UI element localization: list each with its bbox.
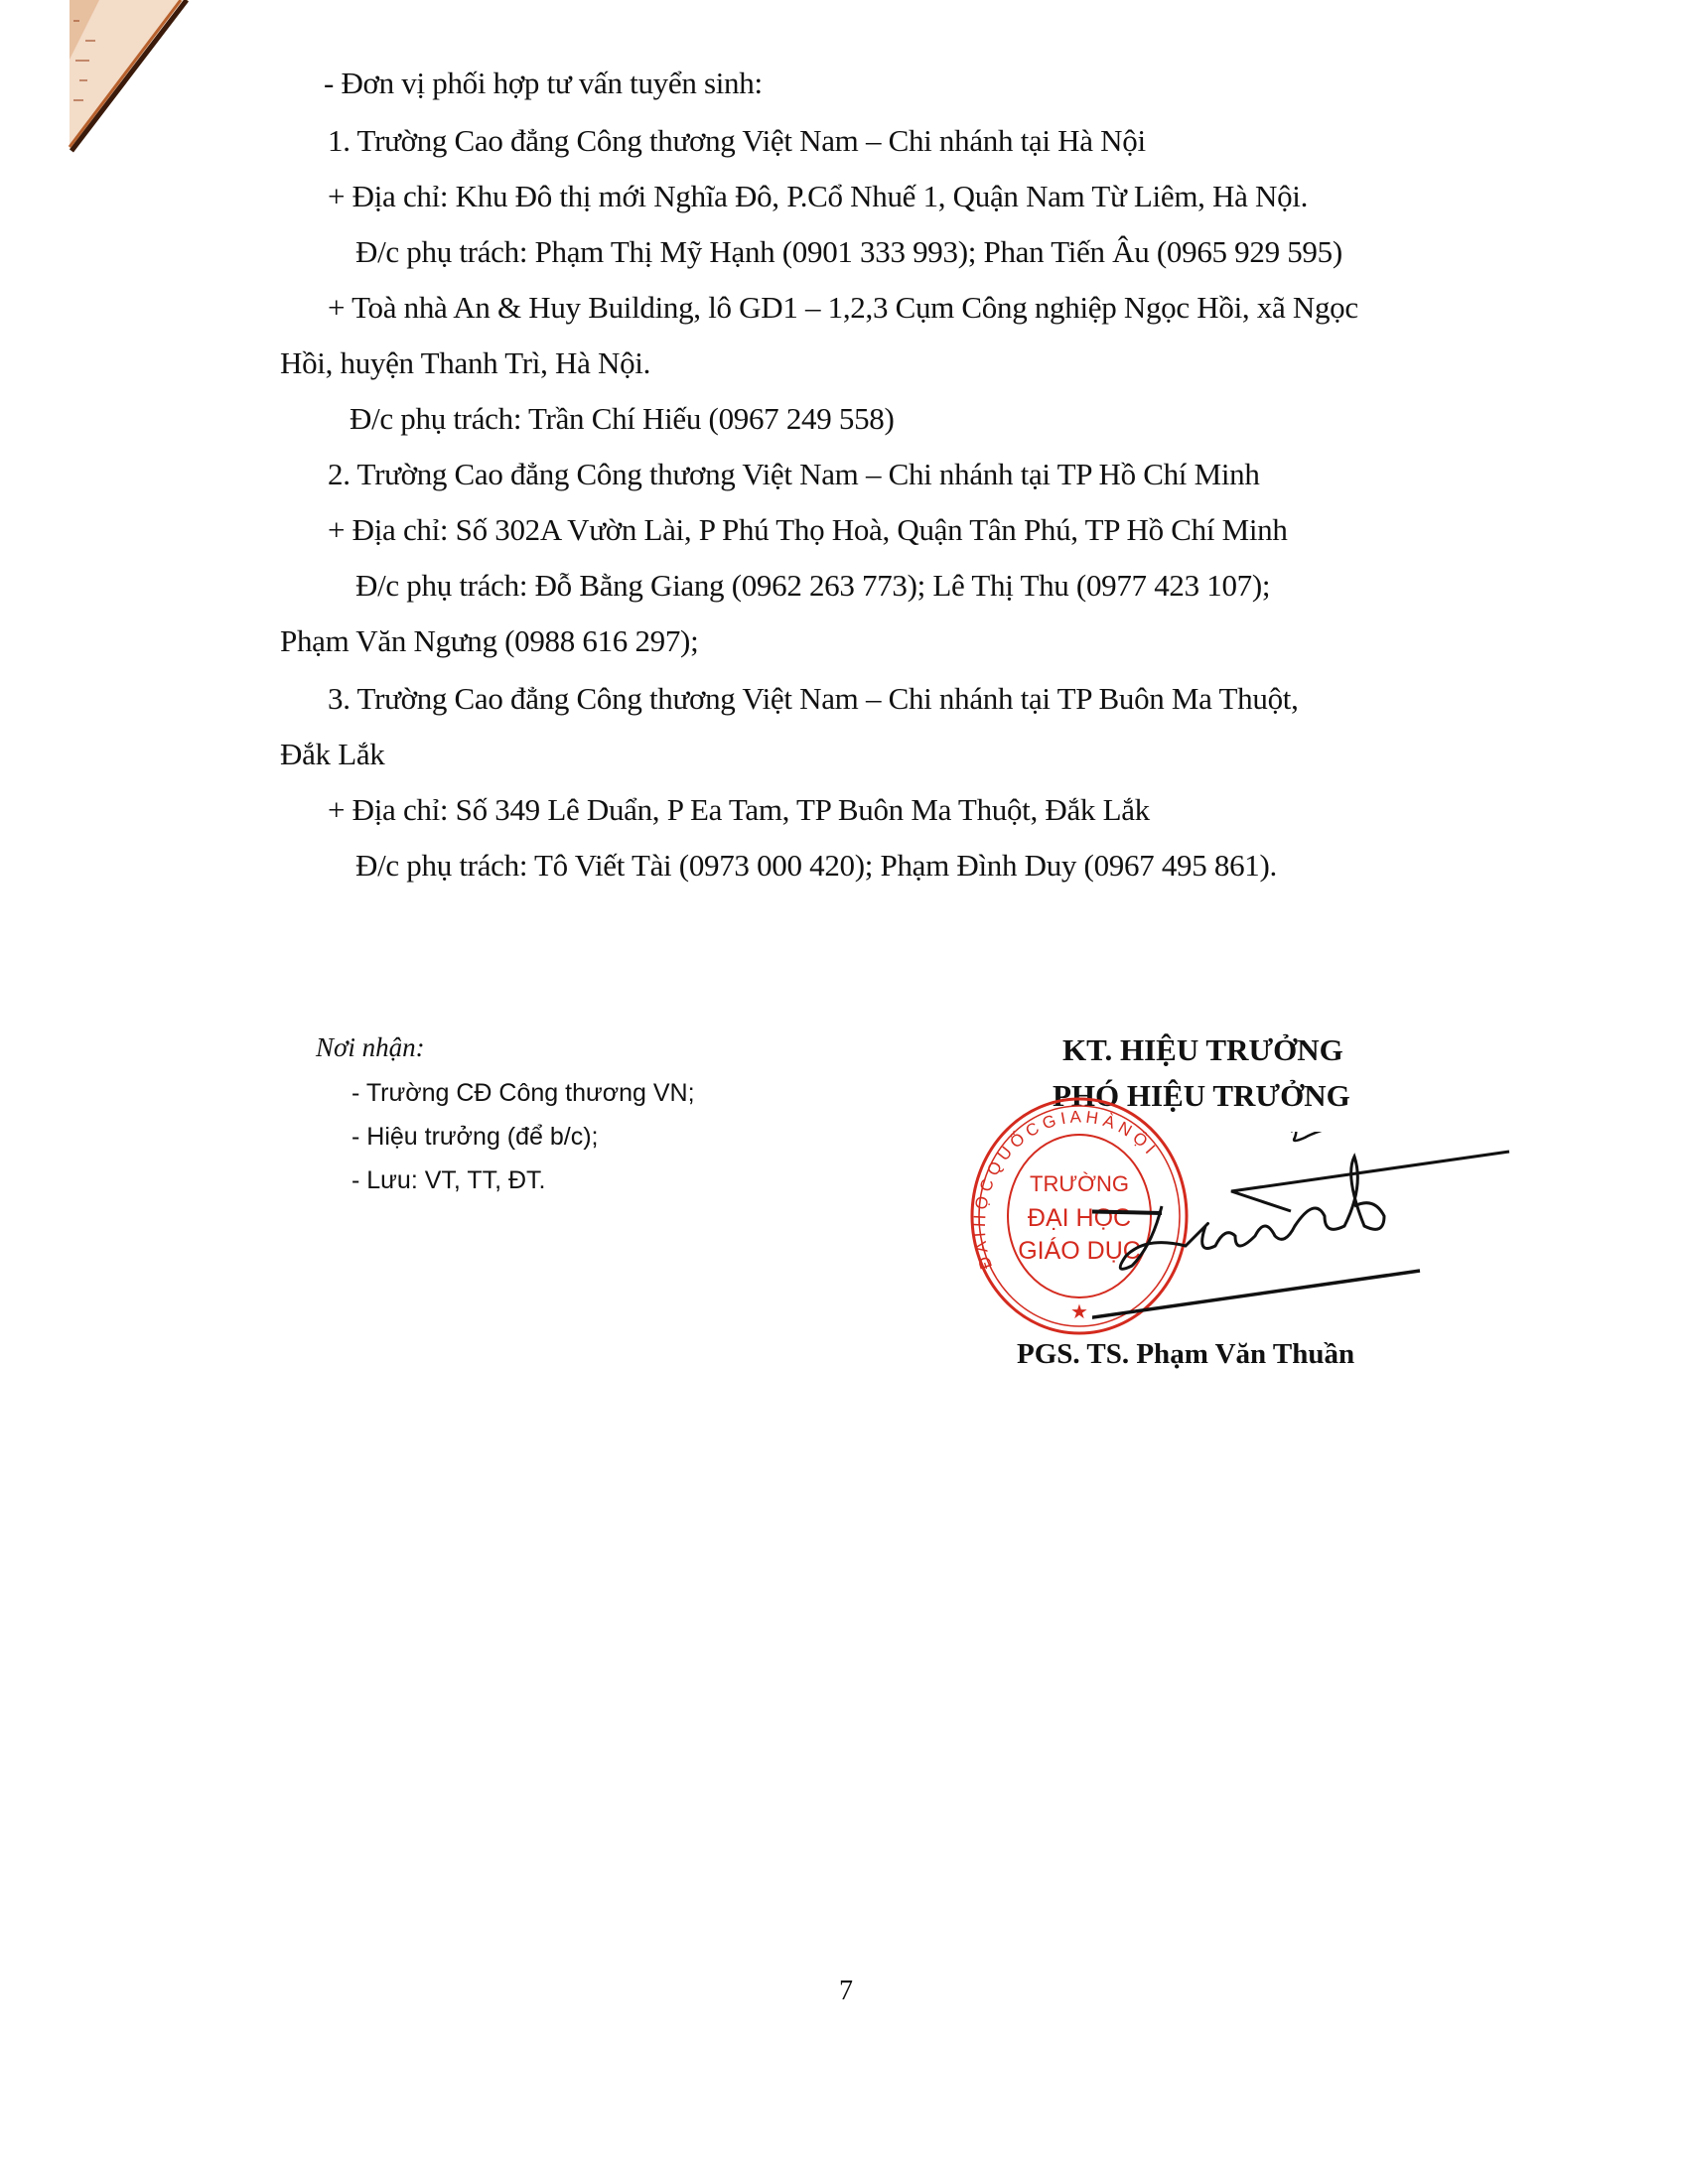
body-text-line: - Đơn vị phối hợp tư vấn tuyển sinh: [324,66,763,100]
signer-title-primary: KT. HIỆU TRƯỞNG [1062,1032,1343,1067]
signature-block [943,1023,1589,1380]
body-text-line: + Địa chỉ: Khu Đô thị mới Nghĩa Đô, P.Cổ Nhuế 1, Quận Nam Từ Liêm, Hà Nội. [328,179,1309,213]
svg-text:ĐẠI HỌC: ĐẠI HỌC [1027,1204,1132,1232]
body-text-line: + Toà nhà An & Huy Building, lô GD1 – 1,2,3 Cụm Công nghiệp Ngọc Hồi, xã Ngọc [328,290,1358,325]
recipients-title: Nơi nhận: [316,1032,425,1062]
recipients-block [316,1032,695,1202]
body-text-line: Hồi, huyện Thanh Trì, Hà Nội. [280,345,651,380]
body-text-line: Đắk Lắk [280,737,385,771]
recipient-item: - Hiệu trưởng (để b/c); [352,1123,599,1151]
svg-text:TRƯỜNG: TRƯỜNG [1030,1171,1129,1196]
body-text-line: 2. Trường Cao đẳng Công thương Việt Nam – Chi nhánh tại TP Hồ Chí Minh [328,457,1260,491]
body-text-line: + Địa chỉ: Số 349 Lê Duẩn, P Ea Tam, TP Buôn Ma Thuột, Đắk Lắk [328,792,1150,827]
body-text-line: + Địa chỉ: Số 302A Vườn Lài, P Phú Thọ Hoà, Quận Tân Phú, TP Hồ Chí Minh [328,512,1288,547]
body-text-line: Đ/c phụ trách: Đỗ Bằng Giang (0962 263 773); Lê Thị Thu (0977 423 107); [355,568,1271,603]
handwritten-signature-icon [1092,1132,1569,1330]
scan-corner-fold [0,0,199,159]
body-text-line: Đ/c phụ trách: Phạm Thị Mỹ Hạnh (0901 333 993); Phan Tiến Âu (0965 929 595) [355,234,1342,269]
page-number: 7 [839,1976,853,2006]
body-text-line: 3. Trường Cao đẳng Công thương Việt Nam – Chi nhánh tại TP Buôn Ma Thuột, [328,681,1299,716]
signer-name: PGS. TS. Phạm Văn Thuần [1017,1338,1355,1370]
body-text-line: 1. Trường Cao đẳng Công thương Việt Nam – Chi nhánh tại Hà Nội [328,123,1146,158]
body-text-line: Đ/c phụ trách: Trần Chí Hiếu (0967 249 558) [350,401,895,436]
body-text-line: Phạm Văn Ngưng (0988 616 297); [280,623,699,658]
body-text-line: Đ/c phụ trách: Tô Viết Tài (0973 000 420); Phạm Đình Duy (0967 495 861). [355,848,1277,883]
recipient-item: - Lưu: VT, TT, ĐT. [352,1166,546,1194]
svg-text:★: ★ [1070,1299,1088,1323]
recipient-item: - Trường CĐ Công thương VN; [352,1079,695,1107]
svg-text:Đ A I H Ọ C Q U Ố C G I: Đ A I H Ọ C Q U Ố C G I A H À N Ộ I [969,1107,1160,1272]
signer-title-secondary: PHÓ HIỆU TRƯỞNG [1053,1078,1350,1113]
svg-text:GIÁO DỤC: GIÁO DỤC [1018,1237,1141,1265]
